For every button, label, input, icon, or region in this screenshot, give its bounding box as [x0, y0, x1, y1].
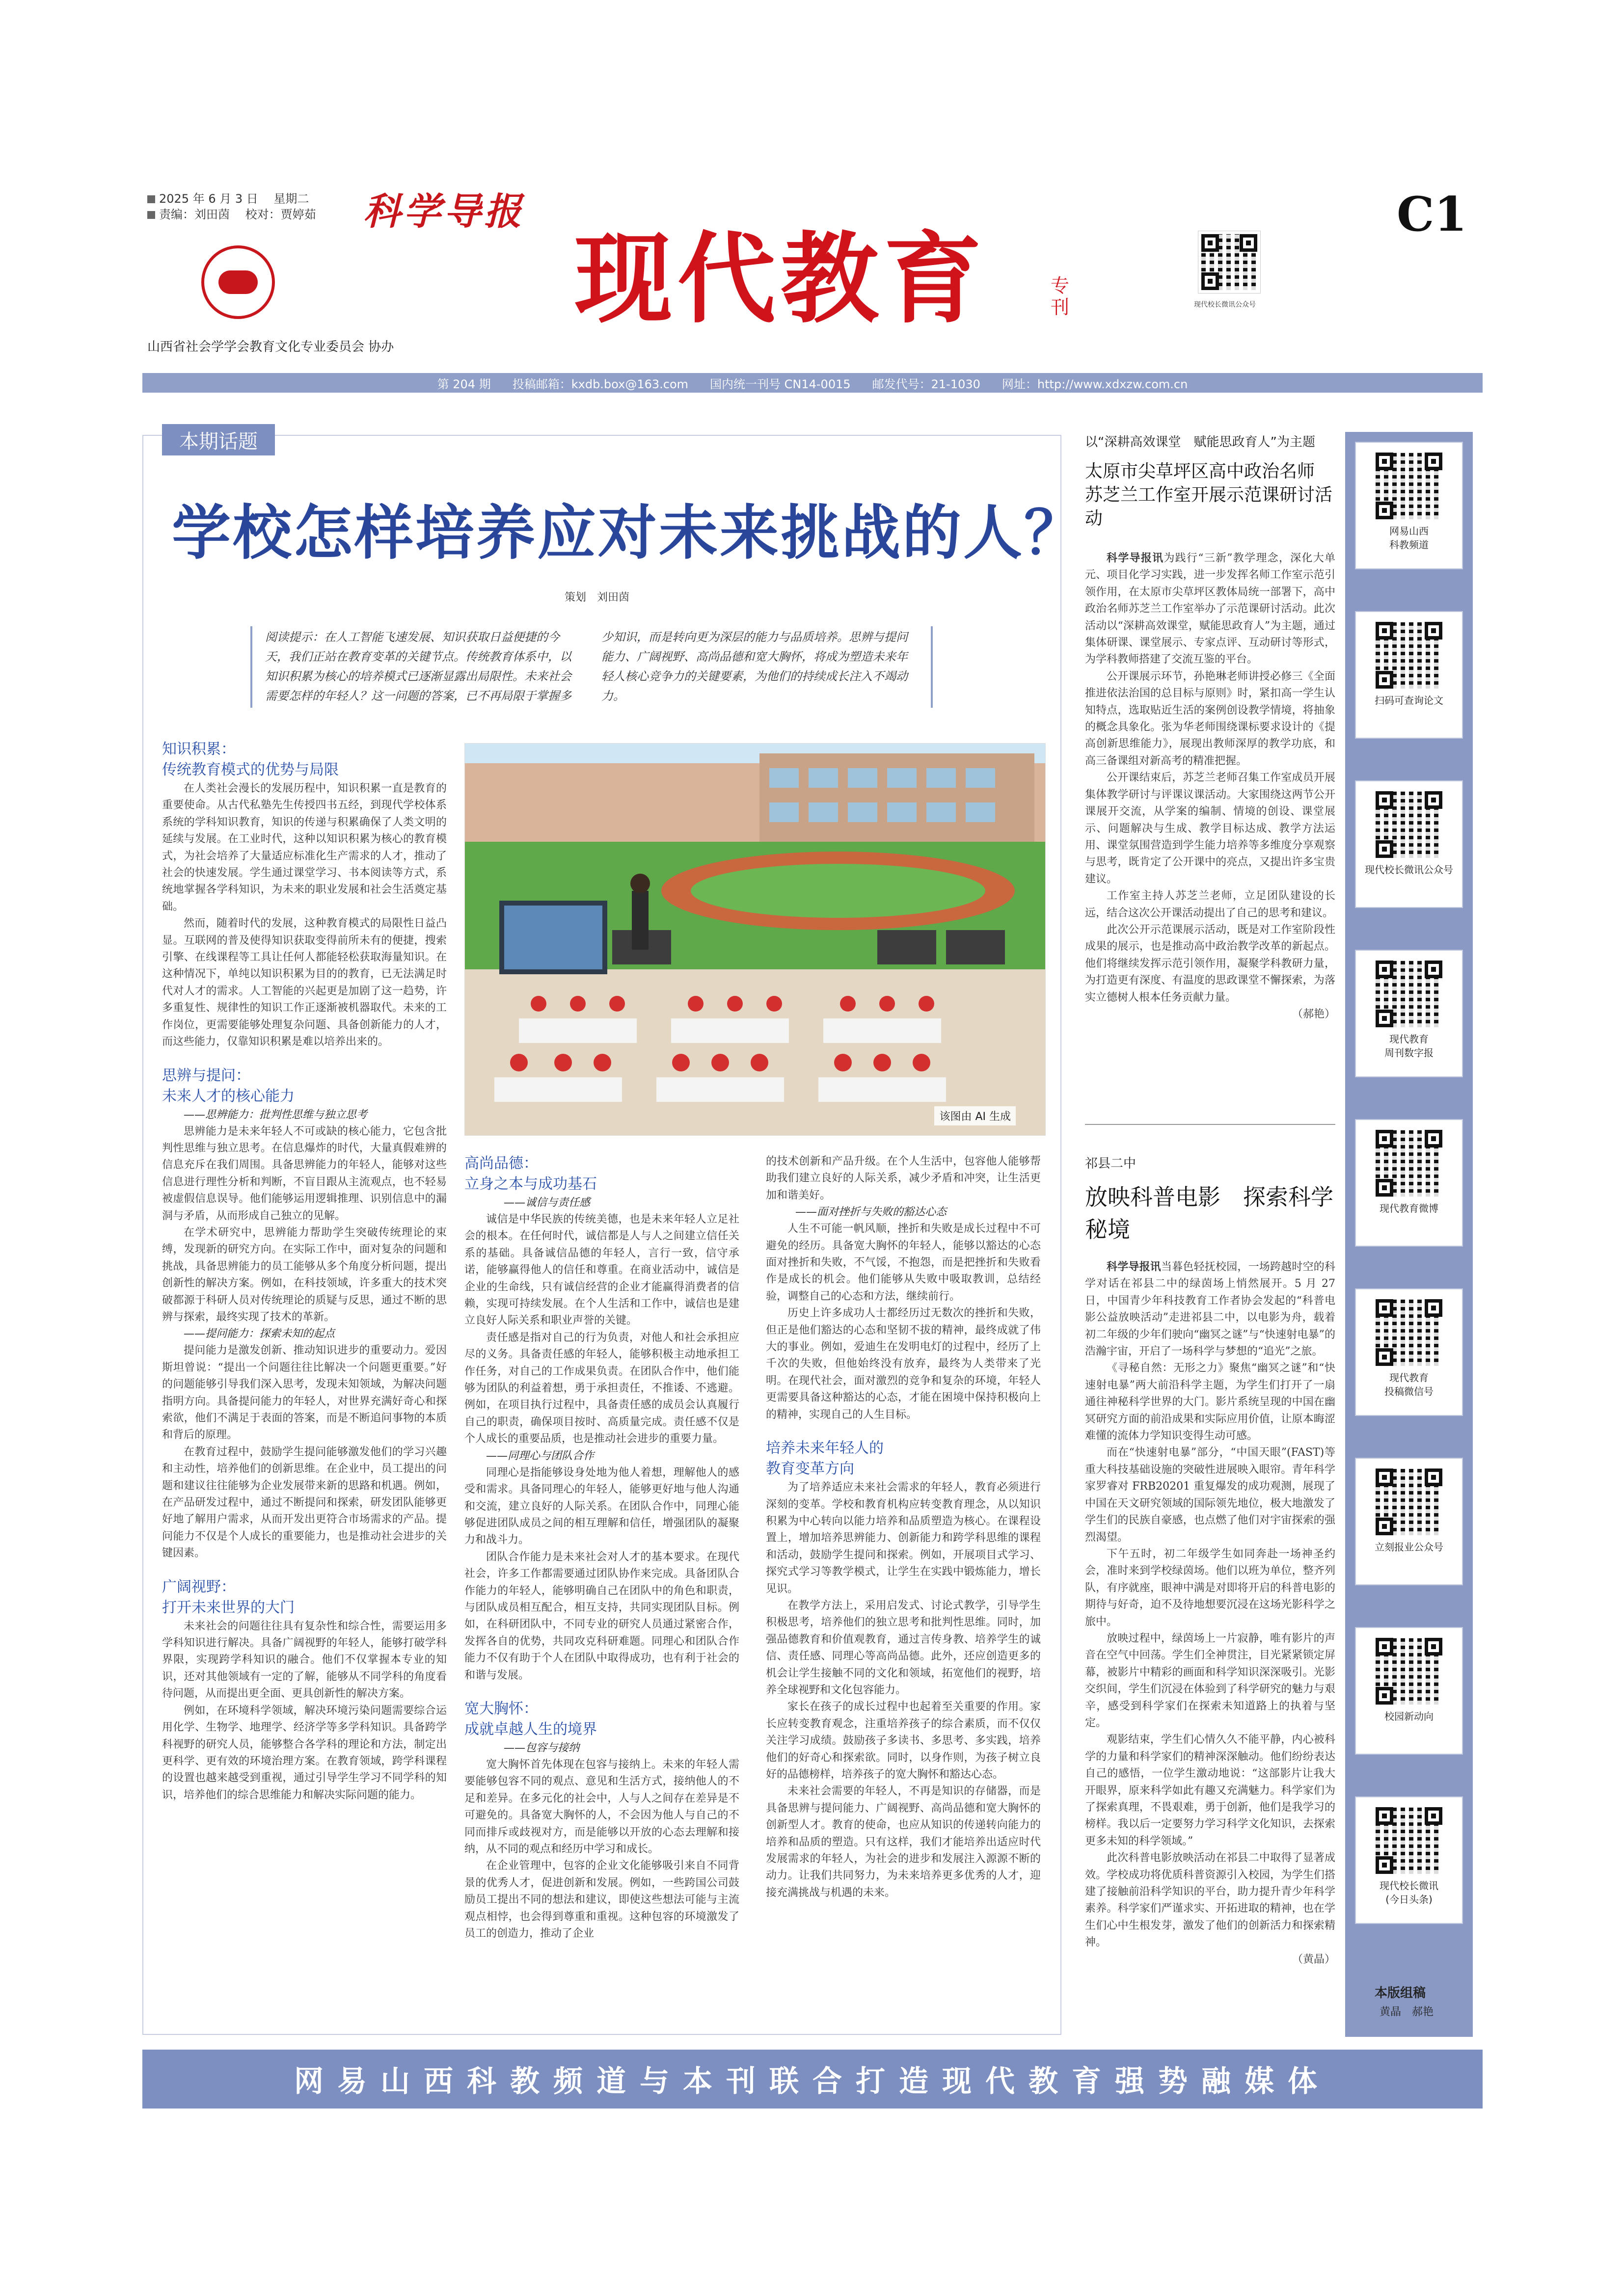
body-paragraph: 责任感是指对自己的行为负责，对他人和社会承担应尽的义务。具备责任感的年轻人，能够积极主动地承担工作任务，对自己的工作成果负责。在团队合作中，他们能够为团队的利益着想，勇于承担责任，不推诿、不逃避。例如，在项目执行过程中，具备责任感的成员会认真履行自己的职责，确保项目按时、高质量完成。责任感不仅是个人成长的重要品质，也是推动社会进步的重要力量。	[464, 1331, 739, 1445]
body-paragraph: 公开课结束后，苏芝兰老师召集工作室成员开展集体教学研讨与评课议课活动。大家围绕这两节公开课展开交流，从学案的编制、情境的创设、课堂展示、问题解决与生成、教学目标达成、教学方法运用、课堂氛围营造到学生能力培养等多维度分享观察与思考，既肯定了公开课中的亮点，又提出许多宝贵建议。	[1085, 772, 1335, 885]
body-paragraph: 提问能力是激发创新、推动知识进步的重要动力。爱因斯坦曾说：“提出一个问题往往比解决一个问题更重要。”好的问题能够引导我们深入思考，发现未知领域，为解决问题指明方向。具备提问能力的年轻人，对世界充满好奇心和探索欲，他们不满足于表面的答案，而是不断追问事物的本质和背后的原理。	[162, 1344, 447, 1442]
qr-label: 现代教育 投稿微信号	[1384, 1372, 1434, 1397]
cn-number: 国内统一刊号 CN14-0015	[710, 377, 851, 391]
cohost-line: 山西省社会学学会教育文化专业委员会 协办	[147, 340, 394, 354]
info-bar	[142, 373, 1483, 393]
section-subtitle: 立身之本与成功基石	[464, 1175, 597, 1193]
qr-label: 现代校长微讯公众号	[1365, 864, 1453, 876]
body-paragraph: 未来社会的问题往往具有复杂性和综合性，需要运用多学科知识进行解决。具备广阔视野的年轻人，能够打破学科界限，实现跨学科知识的融合。他们不仅掌握本专业的知识，还对其他领域有一定的了解，能够从不同学科的角度看待问题，从而提出更全面、更具创新性的解决方案。	[162, 1620, 447, 1700]
body-paragraph: 思辨能力是未来年轻人不可或缺的核心能力，它包含批判性思维与独立思考。在信息爆炸的时代，大量真假难辨的信息充斥在我们周围。具备思辨能力的年轻人，能够对这些信息进行理性分析和判断，不盲目跟从主流观点，也不轻易被虚假信息误导。他们能够运用逻辑推理、识别信息中的漏洞与矛盾，从而形成自己独立的见解。	[162, 1125, 447, 1222]
qr-code-icon	[1376, 1299, 1442, 1366]
section-title: 现代教育	[574, 222, 987, 337]
section-subtitle: 打开未来世界的大门	[162, 1599, 295, 1616]
feature-headline: 学校怎样培养应对未来挑战的人？	[172, 499, 1085, 567]
section-title: 培养未来年轻人的	[766, 1440, 884, 1457]
qr-code-icon	[1201, 234, 1257, 290]
article-lead: 科学导报讯	[1107, 1261, 1161, 1273]
article-kicker: 祁县二中	[1085, 1156, 1137, 1171]
qr-card[interactable]	[1355, 780, 1463, 908]
body-paragraph: 然而，随着时代的发展，这种教育模式的局限性日益凸显。互联网的普及使得知识获取变得前所未有的便捷，搜索引擎、在线课程等工具让任何人都能轻松获取海量知识。在这种情况下，单纯以知识积累为目的的教育，已无法满足时代对人才的需求。人工智能的兴起更是加剧了这一趋势，许多重复性、规律性的知识工作正逐渐被机器取代。未来的工作岗位，更需要能够处理复杂问题、具备创新能力的人才，而这些能力，仅靠知识积累是难以培养出来的。	[162, 917, 447, 1048]
body-paragraph: 在教学方法上，采用启发式、讨论式教学，引导学生积极思考，培养他们的独立思考和批判性思维。同时，加强品德教育和价值观教育，通过言传身教、培养学生的诚信、责任感、同理心等高尚品德。此外，还应创造更多的机会让学生接触不同的文化和领域，拓宽他们的视野，培养全球视野和文化包容能力。	[766, 1599, 1041, 1696]
article-author: （郝艳）	[1292, 1008, 1335, 1020]
body-paragraph: 在人类社会漫长的发展历程中，知识积累一直是教育的重要使命。从古代私塾先生传授四书五经，到现代学校体系系统的学科知识教育，知识的传递与积累确保了人类文明的延续与发展。在工业时代，这种以知识积累为核心的教育模式，为社会培养了大量适应标准化生产需求的人才，推动了社会的快速发展。学生通过课堂学习、书本阅读等方式，系统地掌握各学科知识，为未来的职业发展和社会生活奠定基础。	[162, 782, 447, 913]
issue-number: 第 204 期	[437, 377, 491, 391]
section-subtitle: 未来人才的核心能力	[162, 1087, 295, 1105]
body-paragraph: 家长在孩子的成长过程中也起着至关重要的作用。家长应转变教育观念，注重培养孩子的综合素质，而不仅仅关注学习成绩。鼓励孩子多读书、多思考、多实践，培养他们的好奇心和探索欲。同时，以身作则，为孩子树立良好的品德榜样，培养孩子的宽大胸怀和豁达心态。	[766, 1701, 1041, 1781]
page-number: C1	[1397, 187, 1467, 242]
society-logo	[201, 245, 275, 319]
article-kicker: 以“深耕高效课堂 赋能思政育人”为主题	[1085, 435, 1315, 450]
section-subtitle: 传统教育模式的优势与局限	[162, 761, 339, 778]
body-paragraph: 团队合作能力是未来社会对人才的基本要求。在现代社会，许多工作都需要通过团队协作来完成。具备团队合作能力的年轻人，能够明确自己在团队中的角色和职责，与团队成员相互配合，相互支持，共同实现团队目标。例如，在科研团队中，不同专业的研究人员通过紧密合作，发挥各自的优势，共同攻克科研难题。同理心和团队合作能力不仅有助于个人在团队中取得成功，也有利于社会的和谐与发展。	[464, 1550, 739, 1682]
qr-card[interactable]	[1355, 1458, 1463, 1585]
body-paragraph: 观影结束，学生们心情久久不能平静，内心被科学的力量和科学家们的精神深深触动。他们纷纷表达自己的感悟，一位学生激动地说：“这部影片让我大开眼界，原来科学如此有趣又充满魅力。科学家们为了探索真理，不畏艰难，勇于创新，他们是我学习的榜样。我以后一定要努力学习科学文化知识，去探索更多未知的科学领域。”	[1085, 1734, 1335, 1847]
masthead-qr	[1198, 231, 1261, 294]
body-paragraph: 此次公开示范课展示活动，既是对工作室阶段性成果的展示，也是推动高中政治教学改革的新起点。他们将继续发挥示范引领作用，凝聚学科教研力量，为打造更有深度、有温度的思政课堂不懈探索，为落实立德树人根本任务贡献力量。	[1085, 923, 1335, 1004]
website-link[interactable]: 网址：http://www.xdxzw.com.cn	[1001, 377, 1188, 391]
postal-code: 邮发代号：21-1030	[872, 377, 980, 391]
article-lead: 科学导报讯	[1107, 552, 1164, 564]
section-suffix: 专刊	[1051, 275, 1070, 318]
body-paragraph: 的技术创新和产品升级。在个人生活中，包容他人能够帮助我们建立良好的人际关系，减少矛盾和冲突，让生活更加和谐美好。	[766, 1155, 1041, 1201]
body-paragraph: 在学术研究中，思辨能力帮助学生突破传统理论的束缚，发现新的研究方向。在实际工作中，面对复杂的问题和挑战，具备思辨能力的员工能够从多个角度分析问题，提出创新性的解决方案。例如，在科技领域，许多重大的技术突破都源于科研人员对传统理论的质疑与反思，通过不断的思辨与探索，最终实现了技术的革新。	[162, 1226, 447, 1323]
logo-mark-icon	[218, 270, 258, 294]
feature-byline: 策划 刘田茵	[565, 591, 630, 604]
qr-label: 立刻报业公众号	[1375, 1541, 1443, 1553]
qr-card[interactable]	[1355, 442, 1463, 569]
qr-code-icon	[1376, 622, 1442, 689]
qr-code-icon	[1376, 961, 1442, 1027]
body-paragraph: 未来社会需要的年轻人，不再是知识的存储器，而是具备思辨与提问能力、广阔视野、高尚品德和宽大胸怀的创新型人才。教育的使命，也应从知识的传递转向能力的培养和品质的塑造。只有这样，我们才能培养出适应时代发展需求的年轻人，为社会的进步和发展注入源源不断的动力。让我们共同努力，为未来培养更多优秀的人才，迎接充满挑战与机遇的未来。	[766, 1785, 1041, 1899]
body-paragraph: 科学导报讯当暮色轻抚校园，一场跨越时空的科学对话在祁县二中的绿茵场上悄然展开。5 月 27 日，中国青少年科技教育工作者协会发起的“科普电影公益放映活动”走进祁县二中，以电影为舟，载着初二年级的少年们驶向“幽冥之谜”与“快速射电暴”的浩瀚宇宙，开启了一场科学与梦想的“追光”之旅。	[1085, 1261, 1335, 1358]
qr-card[interactable]	[1355, 611, 1463, 739]
feature-image	[464, 743, 1046, 1136]
qr-code-icon	[1376, 1638, 1442, 1705]
section-subtitle: 成就卓越人生的境界	[464, 1720, 597, 1738]
body-paragraph: 此次科普电影放映活动在祁县二中取得了显著成效。学校成功将优质科普资源引入校园，为学生们搭建了接触前沿科学知识的平台，助力提升青少年科学素养。科学家们严谨求实、开拓进取的精神，也在学生们心中生根发芽，激发了他们的创新活力和探索精神。	[1085, 1852, 1335, 1949]
feature-col-3	[766, 1153, 1041, 2030]
body-paragraph: 公开课展示环节，孙艳琳老师讲授必修三《全面推进依法治国的总目标与原则》时，紧扣高一学生认知特点，选取贴近生活的案例创设教学情境，将抽象的概念具象化。张为华老师围绕课标要求设计的《提高创新思维能力》，展现出教师深厚的教学功底，和高三备课组对新高考的精准把握。	[1085, 670, 1335, 767]
sub-heading: ——同理心与团队合作	[486, 1449, 595, 1462]
body-paragraph: 在企业管理中，包容的企业文化能够吸引来自不同背景的优秀人才，促进创新和发展。例如，一些跨国公司鼓励员工提出不同的想法和建议，即使这些想法可能与主流观点相悖，也会得到尊重和重视。这种包容的环境激发了员工的创造力，推动了企业	[464, 1860, 739, 1940]
section-title: 高尚品德：	[464, 1155, 538, 1172]
editors-heading: 本版组稿	[1375, 1986, 1426, 2001]
body-paragraph: 宽大胸怀首先体现在包容与接纳上。未来的年轻人需要能够包容不同的观点、意见和生活方式，接纳他人的不足和差异。在多元化的社会中，人与人之间存在差异是不可避免的。具备宽大胸怀的人，不会因为他人与自己的不同而排斥或歧视对方，而是能够以开放的心态去理解和接纳，从不同的观点和经历中学习和成长。	[464, 1758, 739, 1855]
editor-line: 责编：刘田茵 校对：贾婷茹	[147, 206, 316, 223]
body-paragraph: 历史上许多成功人士都经历过无数次的挫折和失败，但正是他们豁达的心态和坚韧不拔的精神，最终成就了伟大的事业。例如，爱迪生在发明电灯的过程中，经历了上千次的失败，但他始终没有放弃，最终为人类带来了光明。在现代社会，面对激烈的竞争和复杂的环境，年轻人更需要具备这种豁达的心态，才能在困境中保持积极向上的精神，实现自己的人生目标。	[766, 1307, 1041, 1421]
classroom-illustration	[465, 744, 1046, 1136]
image-caption: 该图由 AI 生成	[934, 1106, 1016, 1125]
section-title: 宽大胸怀：	[464, 1700, 538, 1717]
qr-code-icon	[1376, 1807, 1442, 1874]
intro-text: 阅读提示：在人工智能飞速发展、知识获取日益便捷的今天，我们正站在教育变革的关键节点。传统教育体系中，以知识积累为核心的培养模式已逐渐显露出局限性。未来社会需要怎样的年轻人？这一问题的答案，已不再局限于掌握多少知识，而是转向更为深层的能力与品质培养。思辨与提问能力、广阔视野、高尚品德和宽大胸怀，将成为塑造未来年轻人核心竞争力的关键要素，为他们的持续成长注入不竭动力。	[265, 630, 908, 703]
qr-code-icon	[1376, 791, 1442, 858]
section-title: 知识积累：	[162, 741, 236, 758]
topic-tag: 本期话题	[162, 424, 275, 455]
body-paragraph: 工作室主持人苏芝兰老师，立足团队建设的长远，结合这次公开课活动提出了自己的思考和建议。	[1085, 890, 1335, 919]
masthead-qr-caption: 现代校长微讯公众号	[1194, 301, 1256, 309]
body-paragraph: 《寻秘自然：无形之力》聚焦“幽冥之谜”和“快速射电暴”两大前沿科学主题，为学生们打开了一扇通往神秘科学世界的大门。影片系统呈现的中国在幽冥研究方面的前沿成果和实际应用价值，让原本晦涩难懂的流体力学知识变得生动可感。	[1085, 1362, 1335, 1442]
feature-col-1	[162, 739, 447, 2030]
body-paragraph: 而在“快速射电暴”部分，“中国天眼”(FAST)等重大科技基础设施的突破性进展映入眼帘。青年科学家罗睿对 FRB20201 重复爆发的成功观测，展现了中国在天文研究领域的国际领先地位，极大地激发了学生们的民族自豪感，也点燃了他们对宇宙探索的强烈渴望。	[1085, 1446, 1335, 1544]
sub-heading: ——提问能力：探索未知的起点	[184, 1328, 335, 1340]
body-paragraph: 下午五时，初二年级学生如同奔赴一场神圣约会，准时来到学校绿茵场。他们以班为单位，整齐列队，有序就座，眼神中满是对即将开启的科普电影的期待与好奇，迫不及待地想要沉浸在这场光影科学之旅中。	[1085, 1548, 1335, 1628]
sub-heading: ——面对挫折与失败的豁达心态	[795, 1206, 947, 1219]
sub-heading: ——诚信与责任感	[504, 1197, 591, 1209]
qr-card[interactable]	[1355, 1288, 1463, 1416]
body-paragraph: 放映过程中，绿茵场上一片寂静，唯有影片的声音在空气中回荡。学生们全神贯注，目光紧紧锁定屏幕，被影片中精彩的画面和科学知识深深吸引。光影交织间，学生们沉浸在体验到了科学研究的魅力与艰辛，感受到科学家们在探索未知道路上的执着与坚定。	[1085, 1632, 1335, 1729]
body-paragraph: 科学导报讯为践行“三新”教学理念，深化大单元、项目化学习实践，进一步发挥名师工作室示范引领作用，在太原市尖草坪区教体局统一部署下，高中政治名师苏芝兰工作室举办了示范课研讨活动。此次活动以“深耕高效课堂，赋能思政育人”为主题，通过集体研课、课堂展示、专家点评、互动研讨等形式，为学科教师搭建了交流互鉴的平台。	[1085, 552, 1335, 666]
news-article-2	[1085, 1153, 1335, 2032]
qr-label: 现代校长微讯 (今日头条)	[1380, 1880, 1438, 1905]
article-title: 苏芝兰工作室开展示范课研讨活动	[1085, 485, 1333, 529]
sub-heading: ——包容与接纳	[504, 1741, 580, 1754]
qr-code-icon	[1376, 453, 1442, 519]
body-paragraph: 例如，在环境科学领域，解决环境污染问题需要综合运用化学、生物学、地理学、经济学等多学科知识。具备跨学科视野的研究人员，能够整合各学科的理论和方法，制定出更科学、更有效的环境治理方案。在教育领域，跨学科课程的设置也越来越受到重视，通过引导学生学习不同学科的知识，培养他们的综合思维能力和解决实际问题的能力。	[162, 1704, 447, 1801]
editors-names: 黄晶 郝艳	[1380, 2006, 1434, 2018]
qr-code-icon	[1376, 1130, 1442, 1197]
divider-line	[1085, 1124, 1335, 1125]
article-title: 太原市尖草坪区高中政治名师	[1085, 461, 1315, 481]
footer-slogan: 网易山西科教频道与本刊联合打造现代教育强势融媒体	[142, 2050, 1483, 2109]
qr-label: 校园新动向	[1384, 1710, 1434, 1722]
qr-card[interactable]	[1355, 1627, 1463, 1755]
qr-label: 现代教育微博	[1380, 1202, 1438, 1214]
body-paragraph: 在教育过程中，鼓励学生提问能够激发他们的学习兴趣和主动性，培养他们的创新思维。在企业中，员工提出的问题和建议往往能够为企业发展带来新的思路和机遇。例如，在产品研发过程中，通过不断提问和探索，研发团队能够更好地了解用户需求，从而开发出更符合市场需求的产品。提问能力不仅是个人成长的重要能力，也是推动社会进步的关键因素。	[162, 1445, 447, 1560]
body-paragraph: 人生不可能一帆风顺，挫折和失败是成长过程中不可避免的经历。具备宽大胸怀的年轻人，能够以豁达的心态面对挫折和失败，不气馁，不抱怨，而是把挫折和失败看作是成长的机会。他们能够从失败中吸取教训，总结经验，调整自己的心态和方法，继续前行。	[766, 1223, 1041, 1303]
submission-email[interactable]: 投稿邮箱：kxdb.box@163.com	[512, 377, 689, 391]
qr-card[interactable]	[1355, 1119, 1463, 1247]
date-line: 2025 年 6 月 3 日 星期二	[147, 190, 309, 207]
article-author: （黄晶）	[1292, 1953, 1335, 1966]
body-paragraph: 同理心是指能够设身处地为他人着想，理解他人的感受和需求。具备同理心的年轻人，能够更好地与他人沟通和交流，建立良好的人际关系。在团队合作中，同理心能够促进团队成员之间的相互理解和信任，增强团队的凝聚力和战斗力。	[464, 1466, 739, 1547]
article-title: 放映科普电影 探索科学秘境	[1085, 1184, 1333, 1243]
body-paragraph: 为了培养适应未来社会需求的年轻人，教育必须进行深刻的变革。学校和教育机构应转变教育理念，从以知识积累为中心转向以能力培养和品质塑造为核心。在课程设置上，增加培养思辨能力、创新能力和跨学科思维的课程和活动，鼓励学生提问和探索。例如，开展项目式学习、探究式学习等教学模式，让学生在实践中锻炼能力，增长见识。	[766, 1481, 1041, 1595]
news-article-1	[1085, 432, 1335, 1099]
section-title: 广阔视野：	[162, 1578, 236, 1596]
qr-code-icon	[1376, 1468, 1442, 1535]
body-paragraph: 诚信是中华民族的传统美德，也是未来年轻人立足社会的根本。在任何时代，诚信都是人与人之间建立信任关系的基础。具备诚信品德的年轻人，言行一致，信守承诺，能够赢得他人的信任和尊重。在商业活动中，诚信是企业的生命线，只有诚信经营的企业才能赢得消费者的信赖，实现可持续发展。在个人生活和工作中，诚信也是建立良好人际关系和职业声誉的关键。	[464, 1213, 739, 1327]
sub-heading: ——思辨能力：批判性思维与独立思考	[184, 1108, 368, 1121]
qr-label: 扫码可查询论文	[1375, 694, 1443, 706]
qr-label: 现代教育 周刊数字报	[1384, 1033, 1434, 1059]
qr-card[interactable]	[1355, 1796, 1463, 1924]
section-title: 思辨与提问：	[162, 1067, 250, 1084]
feature-col-2	[464, 1153, 739, 2030]
qr-label: 网易山西 科教频道	[1389, 525, 1429, 551]
paper-name: 科学导报	[363, 189, 524, 233]
section-subtitle: 教育变革方向	[766, 1460, 854, 1478]
qr-card[interactable]	[1355, 950, 1463, 1077]
